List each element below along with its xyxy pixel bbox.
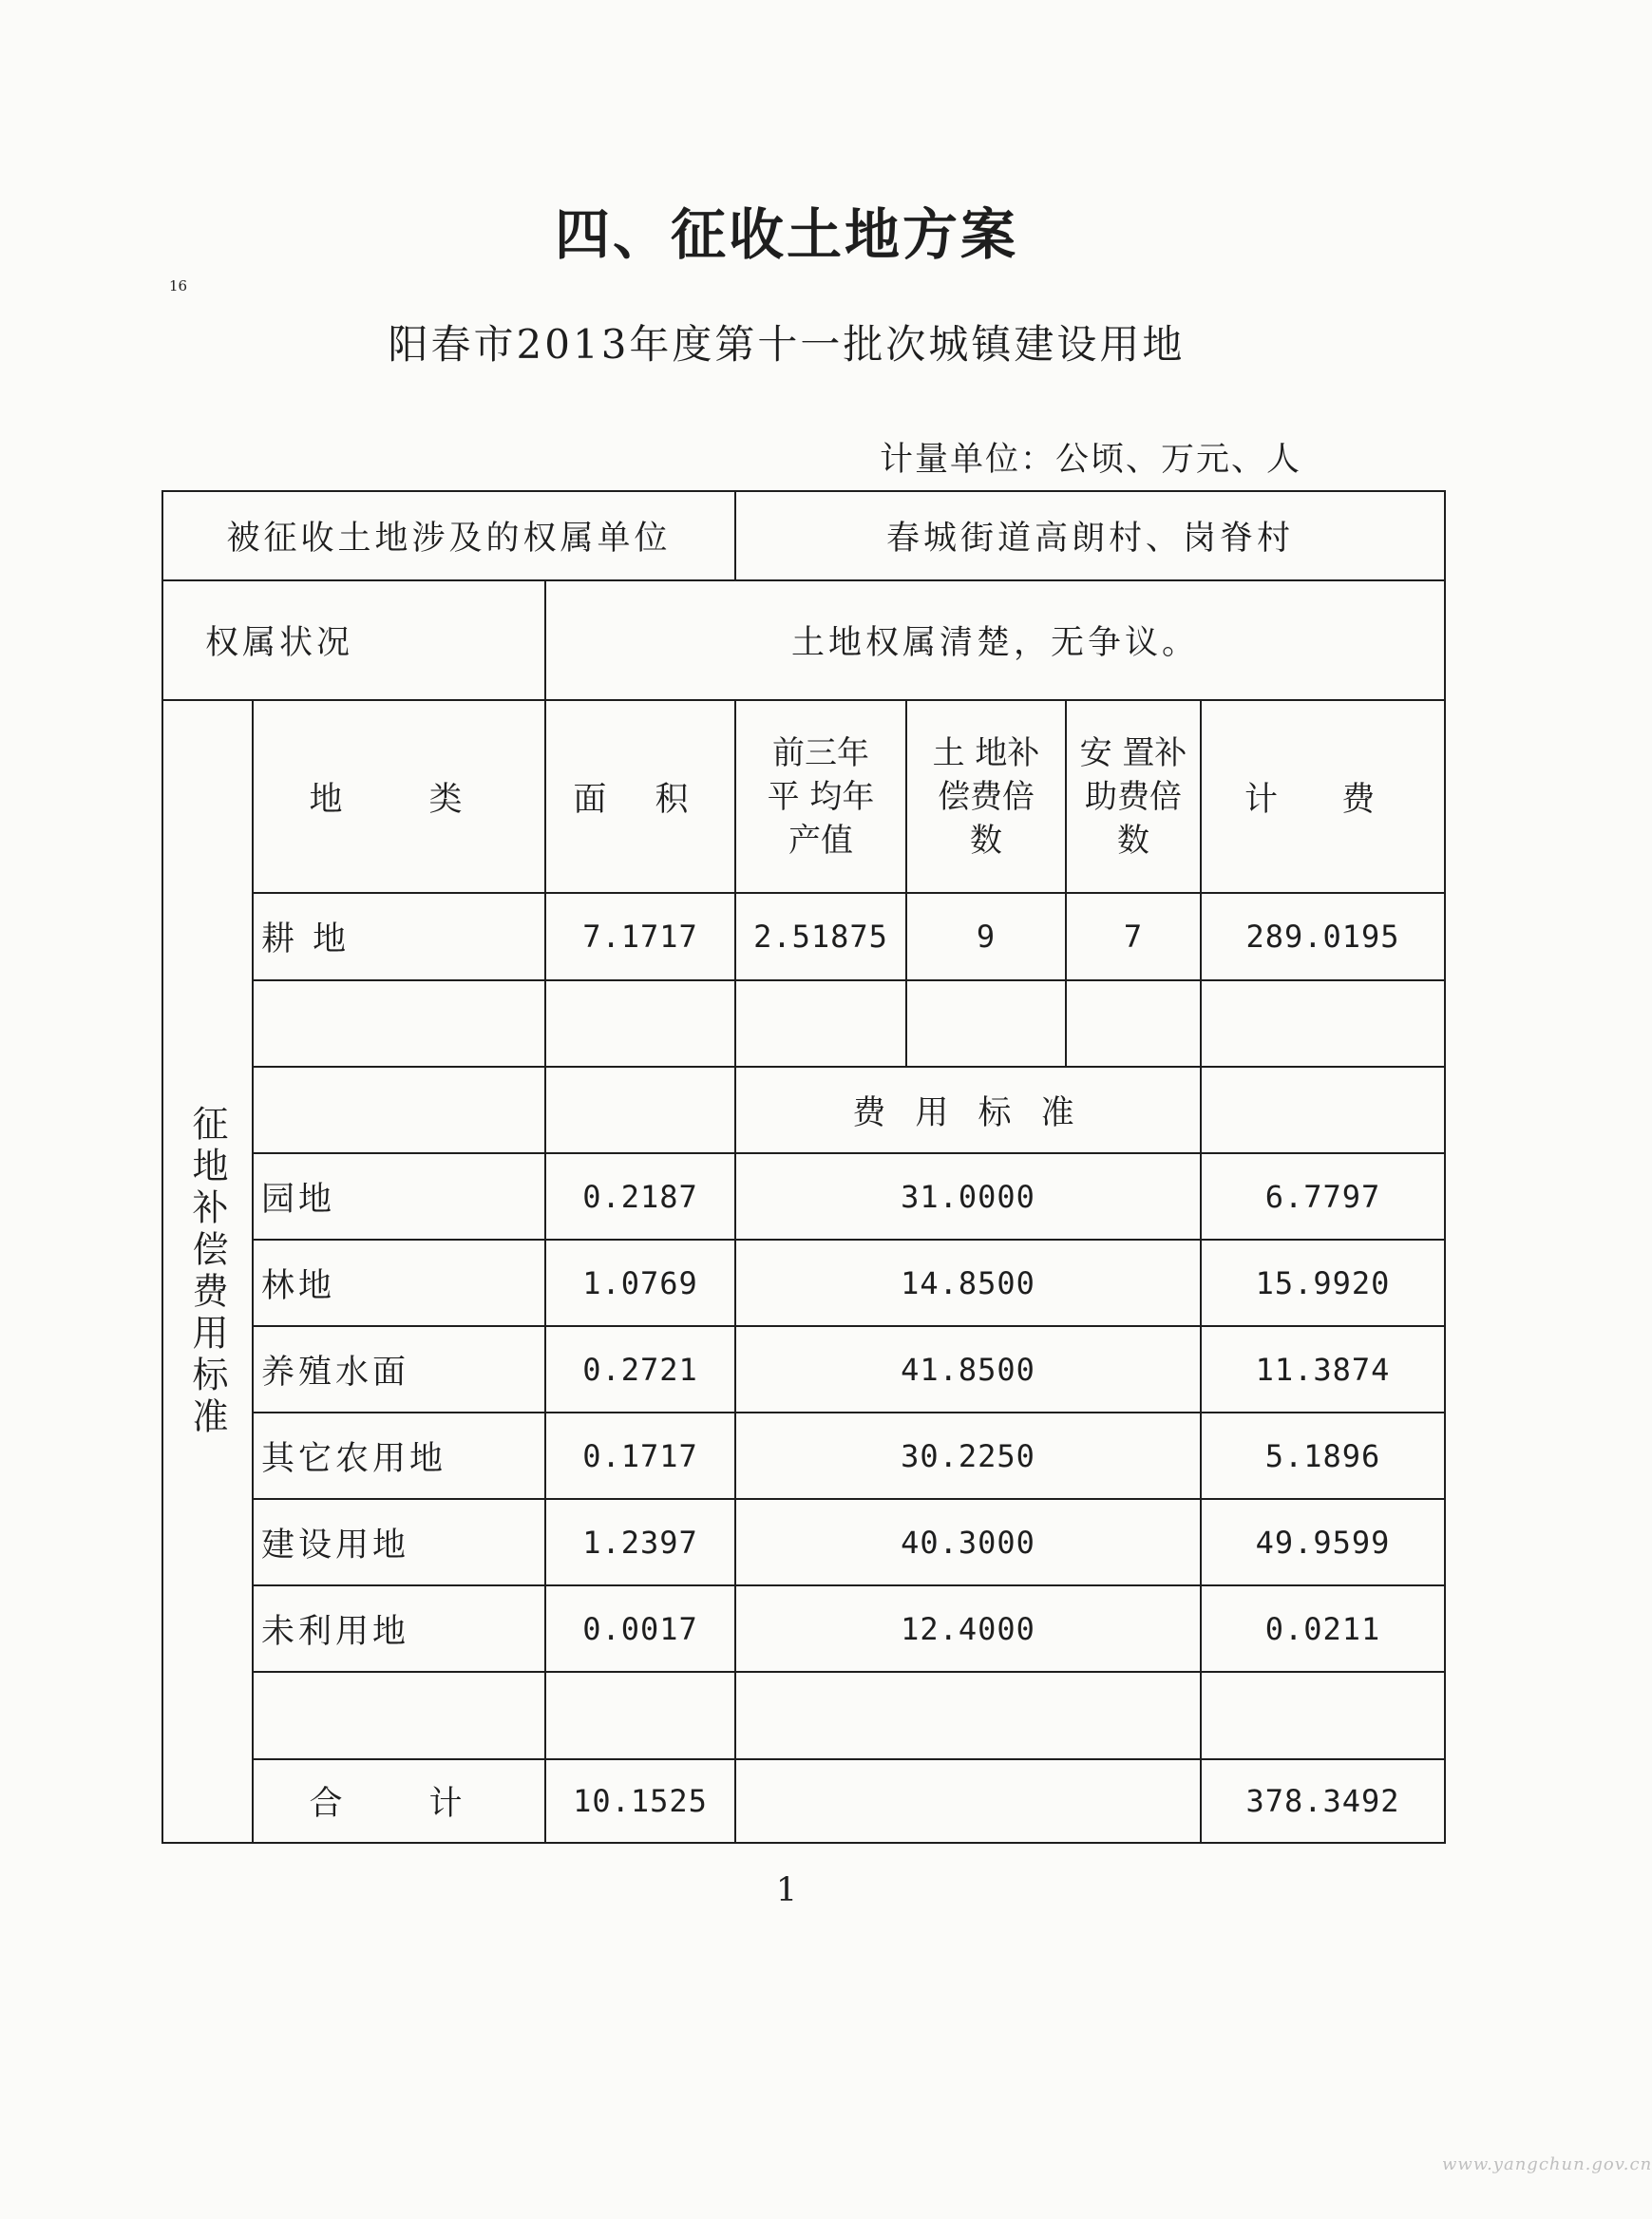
empty-cell (253, 1672, 545, 1759)
fee-cell: 49.9599 (1201, 1499, 1445, 1585)
total-row (162, 1759, 1445, 1843)
arable-avg-output: 2.51875 (735, 893, 906, 980)
owner-label: 被征收土地涉及的权属单位 (162, 491, 735, 580)
empty-cell (1066, 980, 1201, 1067)
table-row (162, 1499, 1445, 1585)
page-title: 四、征收土地方案 (554, 202, 1018, 267)
table-row (162, 1413, 1445, 1499)
status-row (162, 580, 1445, 700)
area-cell: 0.2721 (545, 1326, 735, 1413)
total-area: 10.1525 (545, 1759, 735, 1843)
header-avg-output: 前三年平 均年产值 (767, 733, 875, 860)
land-type-cell: 养殖水面 (253, 1326, 545, 1413)
arable-row (162, 893, 1445, 980)
document-subtitle: 阳春市2013年度第十一批次城镇建设用地 (388, 321, 1186, 368)
empty-cell (906, 980, 1066, 1067)
empty-cell (1201, 980, 1445, 1067)
header-fee: 计 费 (1201, 700, 1445, 893)
table-row (162, 1585, 1445, 1672)
land-acquisition-table (161, 490, 1446, 1844)
fee-standard-header-row (162, 1067, 1445, 1153)
empty-row (162, 1672, 1445, 1759)
status-value: 土地权属清楚，无争议。 (545, 580, 1445, 700)
header-land-multiple: 土 地补偿费倍 数 (932, 733, 1040, 860)
standard-cell: 14.8500 (735, 1240, 1201, 1326)
header-avg-output-cell (735, 700, 906, 893)
fee-cell: 11.3874 (1201, 1326, 1445, 1413)
watermark: www.yangchun.gov.cn (1442, 2154, 1652, 2174)
empty-cell (735, 1672, 1201, 1759)
table-row (162, 1240, 1445, 1326)
land-type-cell: 未利用地 (253, 1585, 545, 1672)
fee-cell: 15.9920 (1201, 1240, 1445, 1326)
empty-cell (545, 980, 735, 1067)
area-cell: 0.2187 (545, 1153, 735, 1240)
empty-cell (545, 1067, 735, 1153)
header-area: 面 积 (545, 700, 735, 893)
header-resettle-multiple: 安 置补助费倍 数 (1079, 733, 1187, 860)
header-resettle-multiple-cell (1066, 700, 1201, 893)
side-label-cell (162, 700, 253, 1843)
empty-cell (1201, 1067, 1445, 1153)
land-type-cell: 园地 (253, 1153, 545, 1240)
empty-row (162, 980, 1445, 1067)
arable-area: 7.1717 (545, 893, 735, 980)
fee-standard-label: 费 用 标 准 (735, 1067, 1201, 1153)
total-fee: 378.3492 (1201, 1759, 1445, 1843)
arable-land-multiple: 9 (906, 893, 1066, 980)
status-label: 权属状况 (162, 580, 545, 700)
area-cell: 0.1717 (545, 1413, 735, 1499)
empty-cell (735, 1759, 1201, 1843)
fee-cell: 0.0211 (1201, 1585, 1445, 1672)
arable-fee: 289.0195 (1201, 893, 1445, 980)
side-label: 征地补偿费用标准 (186, 1104, 228, 1439)
standard-cell: 12.4000 (735, 1585, 1201, 1672)
table-row (162, 1153, 1445, 1240)
page-number: 1 (775, 1871, 798, 1909)
empty-cell (545, 1672, 735, 1759)
standard-cell: 40.3000 (735, 1499, 1201, 1585)
fee-cell: 5.1896 (1201, 1413, 1445, 1499)
measurement-unit: 计量单位：公顷、万元、人 (879, 441, 1301, 479)
standard-cell: 41.8500 (735, 1326, 1201, 1413)
table-row (162, 1326, 1445, 1413)
header-land-multiple-cell (906, 700, 1066, 893)
area-cell: 1.2397 (545, 1499, 735, 1585)
area-cell: 1.0769 (545, 1240, 735, 1326)
total-label: 合 计 (253, 1759, 545, 1843)
empty-cell (253, 980, 545, 1067)
empty-cell (1201, 1672, 1445, 1759)
land-type-cell: 其它农用地 (253, 1413, 545, 1499)
land-type-cell: 建设用地 (253, 1499, 545, 1585)
area-cell: 0.0017 (545, 1585, 735, 1672)
header-land-type: 地 类 (253, 700, 545, 893)
arable-land-type: 耕 地 (253, 893, 545, 980)
owner-value: 春城街道高朗村、岗脊村 (735, 491, 1445, 580)
standard-cell: 30.2250 (735, 1413, 1201, 1499)
arable-resettle-multiple: 7 (1066, 893, 1201, 980)
empty-cell (735, 980, 906, 1067)
empty-cell (253, 1067, 545, 1153)
standard-cell: 31.0000 (735, 1153, 1201, 1240)
fee-cell: 6.7797 (1201, 1153, 1445, 1240)
margin-number: 16 (169, 277, 188, 294)
land-type-cell: 林地 (253, 1240, 545, 1326)
header-row (162, 700, 1445, 893)
owner-row (162, 491, 1445, 580)
